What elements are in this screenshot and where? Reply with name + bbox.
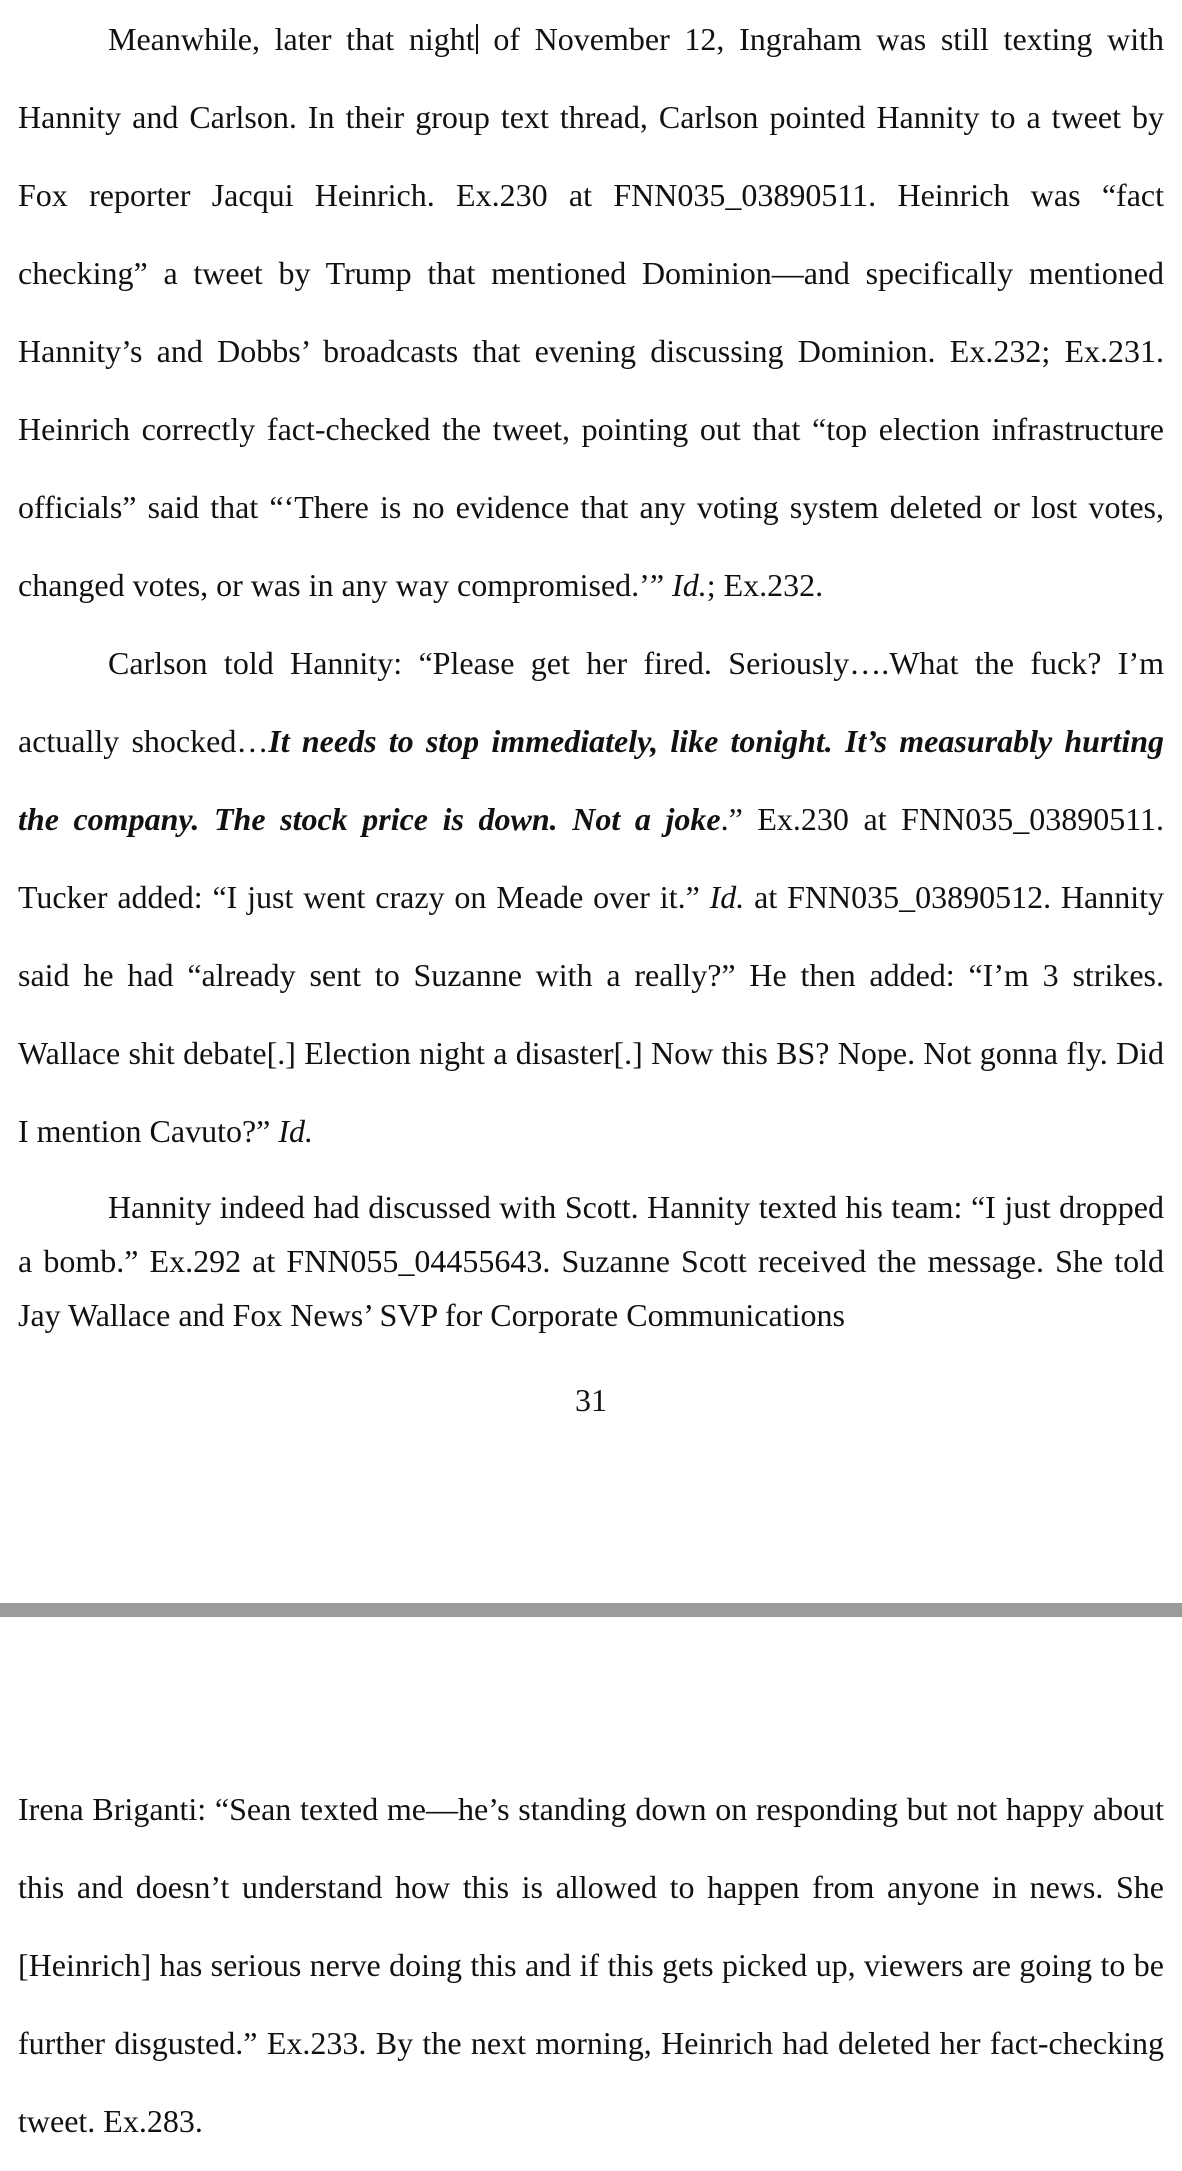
text-run: of November 12, Ingraham was still texting with Hannity and Carlson. In their group text thread, Carlson pointed Hannity to a tweet by Fox reporter Jacqui Heinrich. Ex.230 at FNN035_03890511. Heinrich was “fact checking” a tweet by Trump that mentioned Dominion—and specifically mentioned Hannity’s and Dobbs’ broadcasts that evening discussing Dominion. Ex.232; Ex.231. Heinrich correctly fact-checked the tweet, pointing out that “top election infrastructure officials” said that “‘There is no evidence that any voting system deleted or lost votes, changed votes, or was in any way compromised.’” (18, 21, 1164, 603)
document-page-32 (0, 1770, 1182, 2160)
citation-id: Id. (672, 567, 707, 603)
paragraph-ingraham-texting (18, 0, 1164, 624)
paragraph-hannity-bomb (18, 1180, 1164, 1342)
paragraph-carlson-quote (18, 624, 1164, 1170)
text-run: Irena Briganti: “Sean texted me—he’s standing down on responding but not happy about this and doesn’t understand how this is allowed to happen from anyone in news. She [Heinrich] has serious nerve doing this and if this gets picked up, viewers are going to be further disgusted.” Ex.233. By the next morning, Heinrich had deleted her fact-checking tweet. Ex.283. (18, 1791, 1164, 2139)
text-run: Carlson told Hannity: “Please get her fired. Seriously….What the fuck? I’m actually shocked… (18, 645, 1164, 759)
text-run: Hannity indeed had discussed with Scott. Hannity texted his team: “I just dropped a bomb.” Ex.292 at FNN055_04455643. Suzanne Scott received the message. She told Jay Wallace and Fox News’ SVP for Corporate Communications (18, 1189, 1164, 1333)
page-separator (0, 1603, 1182, 1617)
text-run: at FNN035_03890512. Hannity said he had “already sent to Suzanne with a really?” He then added: “I’m 3 strikes. Wallace shit debate[.] Election night a disaster[.] Now this BS? Nope. Not gonna fly. Did I mention Cavuto?” (18, 879, 1165, 1149)
emphasized-quote: It needs to stop immediately, like tonight. It’s measurably hurting the company. The stock price is down. Not a joke (18, 723, 1165, 837)
text-cursor (476, 24, 478, 54)
page-number: 31 (575, 1382, 607, 1418)
text-run: .” Ex.230 at FNN035_03890511. Tucker added: “I just went crazy on Meade over it.” (18, 801, 1165, 915)
text-run: ; Ex.232. (706, 567, 824, 603)
citation-id: Id. (709, 879, 745, 915)
paragraph-briganti-quote (18, 1770, 1164, 2160)
citation-id: Id. (278, 1113, 314, 1149)
text-run: Meanwhile, later that night (108, 21, 475, 57)
